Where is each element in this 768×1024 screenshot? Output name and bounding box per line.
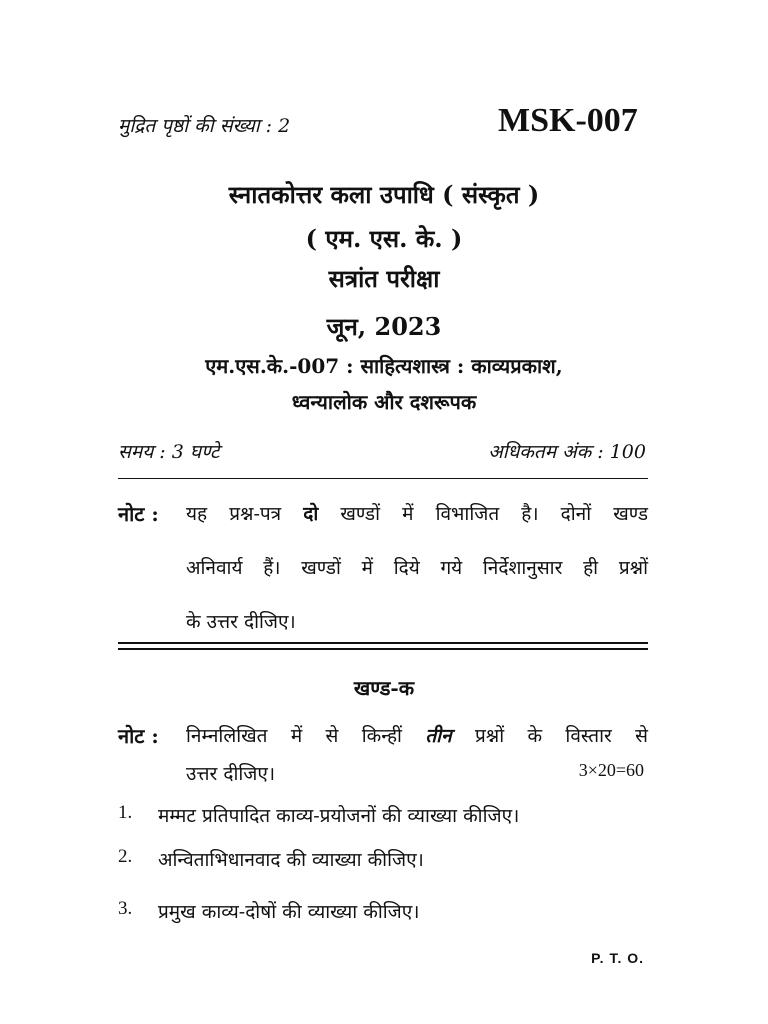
note-text-part: खण्डों में विभाजित है। दोनों खण्ड (318, 503, 648, 525)
section-title: खण्ड-क (353, 676, 415, 700)
printed-pages-count: मुद्रित पृष्ठों की संख्या : 2 (118, 115, 291, 137)
section-note-label: नोट : (118, 724, 159, 748)
section-note-emphasis: तीन (425, 725, 452, 747)
note-text-line-3: के उत्तर दीजिए। (186, 611, 296, 633)
section-note-line-1 (186, 722, 648, 748)
question-number: 1. (118, 802, 133, 823)
degree-title: स्नातकोत्तर कला उपाधि ( संस्कृत ) (228, 180, 540, 209)
subject-line-1: एम.एस.के.-007 : साहित्यशास्त्र : काव्यप्रकाश, (205, 354, 563, 378)
note-text-part: यह प्रश्न-पत्र (186, 503, 304, 525)
paper-code: MSK-007 (498, 102, 638, 139)
double-rule-bottom (118, 648, 648, 650)
time-allowed: समय : 3 घण्टे (118, 441, 220, 463)
subject-line-2: ध्वन्यालोक और दशरूपक (291, 390, 477, 414)
section-note-line-2: उत्तर दीजिए। (186, 763, 276, 785)
exam-date: जून, 2023 (326, 312, 442, 341)
note-label: नोट : (118, 502, 159, 526)
question-text: अन्विताभिधानवाद की व्याख्या कीजिए। (158, 849, 424, 871)
please-turn-over: P. T. O. (591, 950, 644, 966)
degree-abbreviation: ( एम. एस. के. ) (305, 224, 463, 253)
section-note-part: निम्नलिखित में से किन्हीं (186, 725, 426, 747)
divider-line (118, 478, 648, 479)
exam-type: सत्रांत परीक्षा (328, 264, 440, 293)
maximum-marks: अधिकतम अंक : 100 (488, 441, 646, 463)
question-text: प्रमुख काव्य-दोषों की व्याख्या कीजिए। (158, 901, 420, 923)
question-text: मम्मट प्रतिपादित काव्य-प्रयोजनों की व्याख्या कीजिए। (158, 805, 520, 827)
double-rule-top (118, 642, 648, 644)
note-text-line-1 (186, 500, 648, 526)
question-number: 2. (118, 846, 133, 867)
note-text-line-2: अनिवार्य हैं। खण्डों में दिये गये निर्देशानुसार ही प्रश्नों (186, 557, 648, 579)
section-marks: 3×20=60 (578, 760, 644, 780)
section-note-part: प्रश्नों के विस्तार से (451, 725, 648, 747)
question-number: 3. (118, 898, 133, 919)
note-text-bold: दो (303, 503, 319, 525)
